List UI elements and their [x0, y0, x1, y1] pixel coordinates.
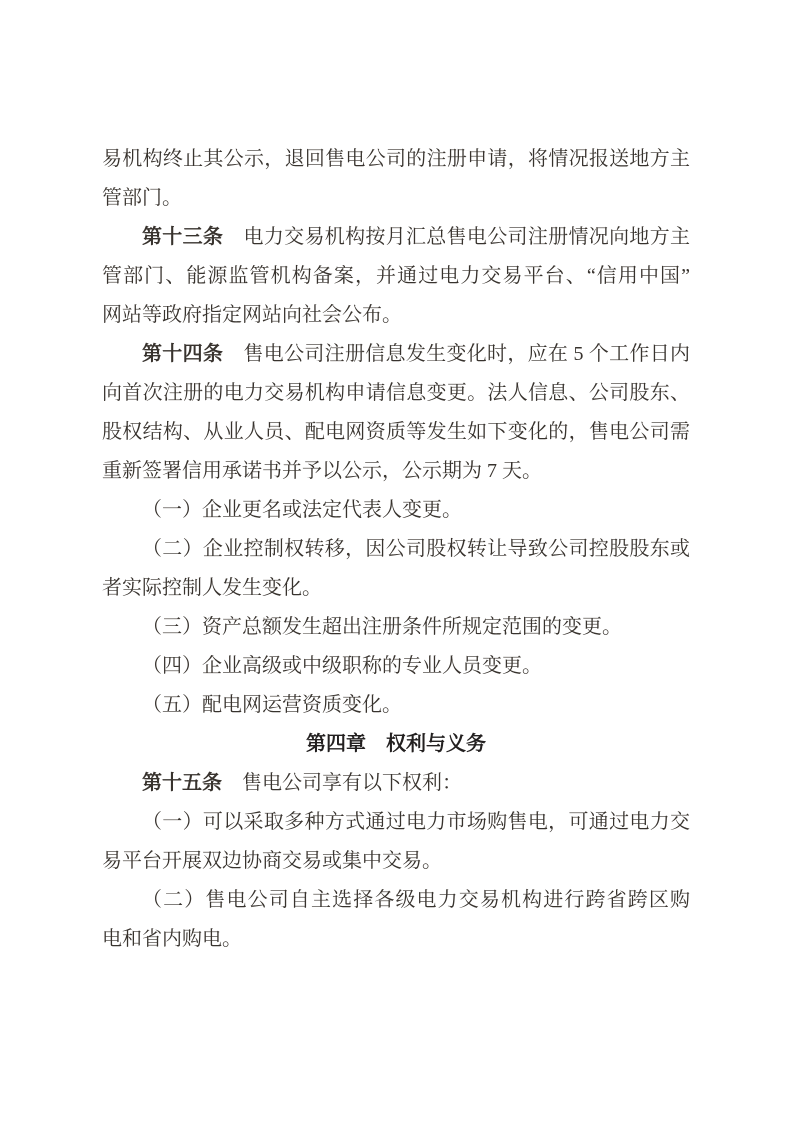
text-segment: 易平台开展双边协商交易或集中交易。	[102, 850, 442, 872]
text-line	[102, 647, 690, 686]
text-line	[102, 413, 690, 452]
text-line	[102, 803, 690, 842]
text-line	[102, 569, 690, 608]
text-line	[102, 140, 690, 179]
paragraph-list-item	[102, 686, 690, 725]
text-segment: 易机构终止其公示，退回售电公司的注册申请，将情况报送地方主	[102, 148, 690, 170]
article-number-label: 第十五条	[142, 772, 222, 794]
paragraph-list-item	[102, 881, 690, 959]
text-segment: 电力交易机构按月汇总售电公司注册情况向地方主	[223, 226, 690, 248]
text-segment: 重新签署信用承诺书并予以公示，公示期为 7 天。	[102, 460, 542, 482]
text-line	[102, 608, 690, 647]
text-line	[102, 530, 690, 569]
chapter-heading-paragraph	[102, 725, 690, 764]
article-number-label: 第四章 权利与义务	[306, 733, 486, 755]
article-number-label: 第十三条	[142, 226, 224, 248]
text-line	[102, 881, 690, 920]
paragraph-list-item	[102, 608, 690, 647]
paragraph-list-item	[102, 803, 690, 881]
text-line	[102, 842, 690, 881]
text-segment: 股权结构、从业人员、配电网资质等发生如下变化的，售电公司需	[102, 421, 690, 443]
paragraph-list-item	[102, 647, 690, 686]
text-segment: （五）配电网运营资质变化。	[142, 694, 402, 716]
article-number-label: 第十四条	[142, 343, 224, 365]
text-line	[102, 218, 690, 257]
text-line	[102, 920, 690, 959]
text-segment: 者实际控制人发生变化。	[102, 577, 322, 599]
paragraph-list-item	[102, 530, 690, 608]
text-line	[102, 335, 690, 374]
text-line	[102, 686, 690, 725]
text-segment: 管部门。	[102, 187, 182, 209]
text-line	[102, 179, 690, 218]
paragraph-article	[102, 764, 690, 803]
text-segment: （四）企业高级或中级职称的专业人员变更。	[142, 655, 542, 677]
text-segment: 向首次注册的电力交易机构申请信息变更。法人信息、公司股东、	[102, 382, 690, 404]
paragraph-article	[102, 218, 690, 335]
paragraph-article	[102, 335, 690, 491]
document-content	[102, 140, 690, 959]
text-segment: 电和省内购电。	[102, 928, 242, 950]
text-segment: 售电公司享有以下权利：	[222, 772, 462, 794]
chapter-heading	[102, 725, 690, 764]
paragraph-continuation-paragraph	[102, 140, 690, 218]
text-line	[102, 452, 690, 491]
text-segment: （二）企业控制权转移，因公司股权转让导致公司控股股东或	[142, 538, 690, 560]
text-line	[102, 764, 690, 803]
text-segment: （二）售电公司自主选择各级电力交易机构进行跨省跨区购	[142, 889, 690, 911]
text-line	[102, 257, 690, 296]
text-line	[102, 296, 690, 335]
text-line	[102, 491, 690, 530]
text-segment: （一）可以采取多种方式通过电力市场购售电，可通过电力交	[142, 811, 690, 833]
text-segment: 网站等政府指定网站向社会公布。	[102, 304, 402, 326]
text-segment: （一）企业更名或法定代表人变更。	[142, 499, 462, 521]
text-segment: （三）资产总额发生超出注册条件所规定范围的变更。	[142, 616, 622, 638]
text-segment: 管部门、能源监管机构备案，并通过电力交易平台、“信用中国”	[102, 265, 690, 287]
text-segment: 售电公司注册信息发生变化时，应在 5 个工作日内	[223, 343, 690, 365]
paragraph-list-item	[102, 491, 690, 530]
text-line	[102, 374, 690, 413]
